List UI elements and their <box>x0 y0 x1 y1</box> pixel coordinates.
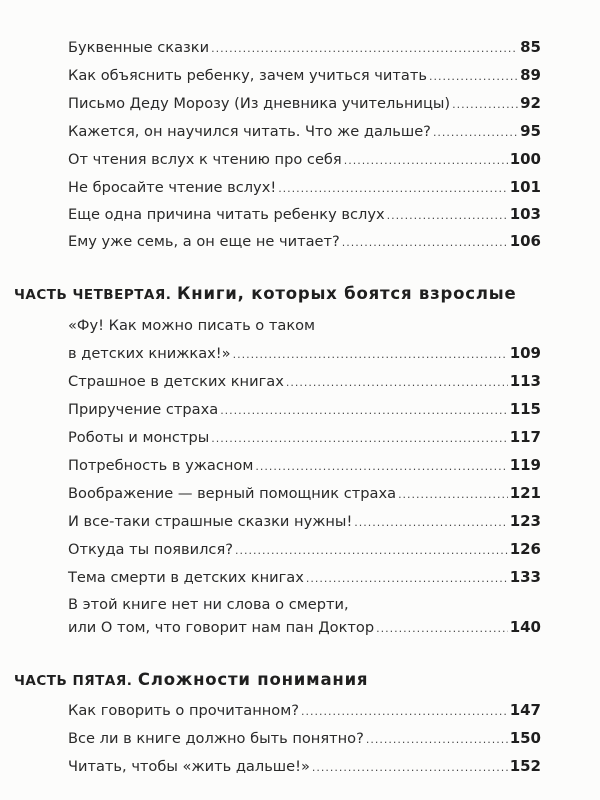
toc-entry-title: Откуда ты появился? <box>68 541 233 558</box>
toc-entry-title: Воображение — верный помощник страха <box>68 485 397 502</box>
toc-page-number: 103 <box>509 205 541 223</box>
dot-leader <box>387 205 508 227</box>
dot-leader <box>452 94 518 116</box>
toc-page-number: 89 <box>520 66 541 84</box>
toc-entry[interactable] <box>68 510 541 532</box>
dot-leader <box>306 568 508 590</box>
dot-leader <box>286 372 508 394</box>
toc-entry[interactable] <box>68 727 541 749</box>
dot-leader <box>278 178 508 200</box>
toc-page-number: 119 <box>509 456 541 474</box>
toc-entry-title: Приручение страха <box>68 401 219 418</box>
toc-page-number: 113 <box>509 372 541 390</box>
toc-entry[interactable] <box>68 148 541 170</box>
dot-leader <box>344 150 508 172</box>
toc-entry-title: Не бросайте чтение вслух! <box>68 179 277 196</box>
dot-leader <box>376 618 508 640</box>
toc-entry[interactable] <box>68 398 541 420</box>
toc-page-number: 115 <box>509 400 541 418</box>
toc-entry[interactable] <box>68 64 541 86</box>
toc-page-number: 140 <box>509 618 541 636</box>
toc-entry-title: или О том, что говорит нам пан Доктор <box>68 619 375 636</box>
toc-entry-title: Страшное в детских книгах <box>68 373 284 390</box>
part-heading[interactable] <box>14 284 516 303</box>
toc-entry[interactable] <box>68 482 541 504</box>
toc-entry-title: Еще одна причина читать ребенку вслух <box>68 206 385 223</box>
toc-page-number: 123 <box>509 512 541 530</box>
part-heading[interactable] <box>14 670 368 689</box>
dot-leader <box>342 232 508 254</box>
toc-entry-title: Кажется, он научился читать. Что же дальше? <box>68 123 431 140</box>
toc-entry[interactable] <box>68 566 541 588</box>
dot-leader <box>235 540 508 562</box>
dot-leader <box>220 400 508 422</box>
toc-entry-title: Читать, чтобы «жить дальше!» <box>68 758 310 775</box>
toc-entry[interactable] <box>68 538 541 560</box>
toc-entry[interactable] <box>68 92 541 114</box>
toc-entry-title: И все-таки страшные сказки нужны! <box>68 513 353 530</box>
part-title: Сложности понимания <box>137 670 369 689</box>
dot-leader <box>211 38 518 60</box>
dot-leader <box>312 757 508 779</box>
dot-leader <box>433 122 518 144</box>
part-label: ЧАСТЬ ЧЕТВЕРТАЯ. <box>14 287 172 303</box>
toc-entry-title: Потребность в ужасном <box>68 457 254 474</box>
toc-entry[interactable] <box>68 36 541 58</box>
toc-entry[interactable] <box>68 120 541 142</box>
toc-entry[interactable] <box>68 176 541 198</box>
toc-entry-title: Роботы и монстры <box>68 429 210 446</box>
toc-entry-title: Все ли в книге должно быть понятно? <box>68 730 364 747</box>
toc-entry-title: Как говорить о прочитанном? <box>68 702 299 719</box>
toc-entry-title: Письмо Деду Морозу (Из дневника учительницы) <box>68 95 451 112</box>
toc-page-number: 92 <box>520 94 541 112</box>
toc-entry-title-line1: В этой книге нет ни слова о смерти, <box>68 596 349 613</box>
toc-entry-title: Тема смерти в детских книгах <box>68 569 304 586</box>
toc-page-number: 95 <box>520 122 541 140</box>
dot-leader <box>211 428 507 450</box>
toc-page-number: 152 <box>509 757 541 775</box>
toc-entry[interactable] <box>68 699 541 721</box>
toc-entry[interactable] <box>68 755 541 777</box>
toc-entry[interactable] <box>68 342 541 364</box>
dot-leader <box>429 66 518 88</box>
toc-page-number: 85 <box>520 38 541 56</box>
toc-page-number: 106 <box>509 232 541 250</box>
toc-page-number: 133 <box>509 568 541 586</box>
part-label: ЧАСТЬ ПЯТАЯ. <box>14 673 133 689</box>
toc-entry-title: От чтения вслух к чтению про себя <box>68 151 342 168</box>
toc-page-number: 100 <box>509 150 541 168</box>
toc-page-number: 117 <box>509 428 541 446</box>
toc-page-number: 101 <box>509 178 541 196</box>
toc-entry[interactable] <box>68 203 541 225</box>
toc-entry[interactable] <box>68 616 541 638</box>
dot-leader <box>301 701 508 723</box>
toc-entry-title-line1: «Фу! Как можно писать о таком <box>68 317 316 334</box>
dot-leader <box>255 456 507 478</box>
toc-page-number: 147 <box>509 701 541 719</box>
toc-entry-title: Буквенные сказки <box>68 39 210 56</box>
toc-entry[interactable] <box>68 454 541 476</box>
part-title: Книги, которых боятся взрослые <box>176 284 517 303</box>
toc-entry[interactable] <box>68 230 541 252</box>
dot-leader <box>398 484 508 506</box>
dot-leader <box>354 512 507 534</box>
toc-entry[interactable] <box>68 370 541 392</box>
dot-leader <box>233 344 508 366</box>
toc-page-number: 150 <box>509 729 541 747</box>
dot-leader <box>366 729 508 751</box>
toc-page-number: 126 <box>509 540 541 558</box>
toc-entry-title: Как объяснить ребенку, зачем учиться читать <box>68 67 427 84</box>
toc-entry-title: Ему уже семь, а он еще не читает? <box>68 233 340 250</box>
toc-page-number: 109 <box>509 344 541 362</box>
toc-page-number: 121 <box>509 484 541 502</box>
toc-entry[interactable] <box>68 426 541 448</box>
toc-entry-title: в детских книжках!» <box>68 345 231 362</box>
